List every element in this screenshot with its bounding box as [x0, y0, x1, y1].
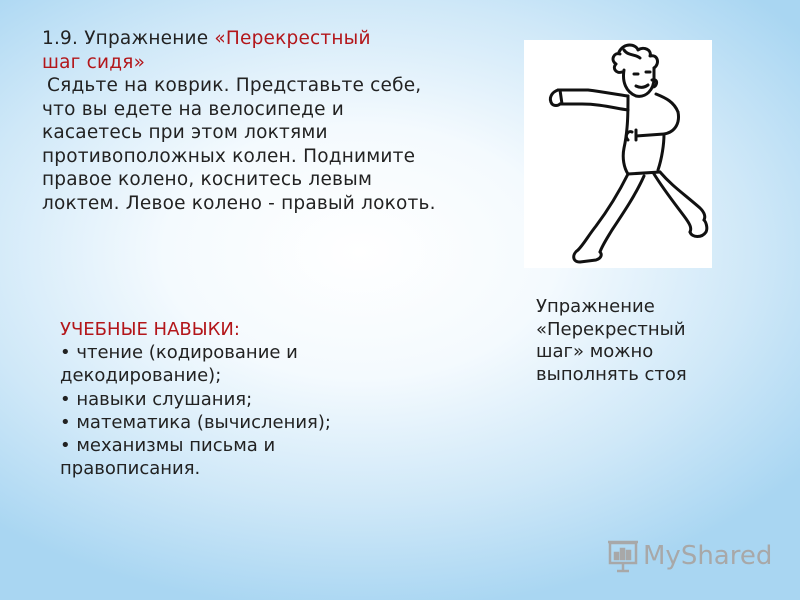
exercise-description: Сядьте на коврик. Представьте себе, что вы едете на велосипеде и касаетесь при этом локтями противоположных колен. Поднимите правое колено, коснитесь левым локтем. Левое колено - правый локоть.: [42, 75, 436, 214]
exercise-label: Упражнение: [84, 28, 209, 49]
logo-text: MyShared: [643, 541, 773, 571]
list-item: • навыки слушания;: [60, 388, 253, 410]
exercise-block: [42, 27, 437, 215]
illustration-caption: Упражнение «Перекрестный шаг» можно выполнять стоя: [536, 296, 687, 385]
exercise-number: 1.9.: [42, 28, 79, 49]
exercise-name-part1: «Перекрестный: [214, 28, 371, 49]
list-item: • математика (вычисления);: [60, 411, 331, 433]
exercise-illustration: [524, 40, 712, 268]
myshared-logo[interactable]: [607, 537, 773, 577]
dancing-man-sketch: [524, 40, 712, 268]
list-item: • чтение (кодирование и декодирование);: [60, 342, 298, 387]
skills-list: [60, 341, 400, 480]
skills-block: [60, 318, 400, 480]
skills-heading: УЧЕБНЫЕ НАВЫКИ:: [60, 319, 240, 340]
exercise-name-part2: шаг сидя»: [42, 51, 146, 73]
presentation-board-icon: [607, 539, 639, 573]
list-item: • механизмы письма и правописания.: [60, 435, 276, 480]
